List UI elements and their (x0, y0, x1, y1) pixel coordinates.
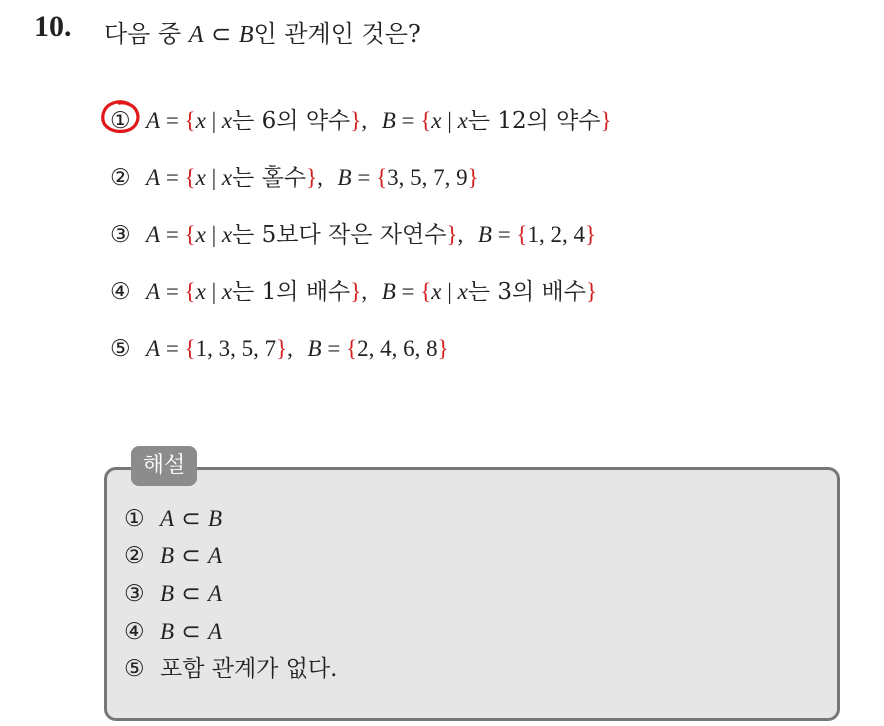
separator: , (457, 222, 464, 247)
solution-symbol: ⊂ (181, 506, 201, 531)
brace-open: { (516, 222, 528, 247)
choice-2-set-a: A (146, 165, 161, 190)
set-variable: x (195, 165, 206, 190)
solution-right: A (207, 543, 223, 568)
brace-close: } (437, 336, 449, 361)
separator: , (361, 279, 368, 304)
solution-mark: ④ (124, 619, 145, 645)
choice-3-set-a: A (146, 222, 161, 247)
set-variable: x (221, 279, 233, 304)
set-elements: 3, 5, 7, 9 (387, 165, 468, 190)
set-elements: 1, 2, 4 (527, 222, 585, 247)
solution-mark: ③ (124, 581, 145, 607)
set-bar: | (441, 108, 458, 133)
solution-line-3 (124, 576, 222, 612)
set-elements: 2, 4, 6, 8 (357, 336, 438, 361)
brace-close: } (350, 279, 362, 304)
equals-sign: = (491, 222, 517, 247)
brace-close: } (584, 222, 597, 247)
solution-line-4 (124, 614, 222, 650)
solution-left: A (160, 506, 175, 531)
solution-symbol: ⊂ (181, 581, 201, 606)
set-elements: 1, 3, 5, 7 (195, 336, 277, 361)
solution-right: A (207, 619, 223, 644)
set-condition: 는 6의 약수 (232, 108, 351, 134)
brace-open: { (184, 222, 196, 247)
brace-close: } (446, 222, 458, 247)
solution-left: B (160, 581, 175, 606)
question-set-a: A (188, 22, 204, 48)
choice-1-set-a: A (146, 108, 161, 133)
set-condition: 는 홀수 (232, 165, 307, 191)
solution-text: 포함 관계가 없다. (160, 656, 338, 682)
brace-close: } (467, 165, 479, 190)
brace-open: { (346, 336, 358, 361)
choice-4-mark: ④ (110, 279, 131, 305)
set-bar: | (205, 108, 222, 133)
choice-3-set-b: B (477, 222, 492, 247)
equals-sign: = (160, 108, 185, 133)
solution-line-1 (124, 501, 222, 537)
equals-sign: = (160, 279, 185, 304)
brace-open: { (184, 165, 196, 190)
choice-2-set-b: B (337, 165, 352, 190)
solution-mark: ⑤ (124, 656, 145, 682)
equals-sign: = (321, 336, 347, 361)
set-variable: x (221, 165, 233, 190)
set-condition: 는 12의 약수 (467, 108, 601, 134)
choice-5-set-b: B (307, 336, 322, 361)
separator: , (361, 108, 368, 133)
choice-4[interactable] (110, 272, 597, 312)
choice-4-set-a: A (146, 279, 161, 304)
brace-open: { (376, 165, 388, 190)
choice-5-set-a: A (146, 336, 161, 361)
choice-3-mark: ③ (110, 222, 131, 248)
equals-sign: = (160, 165, 185, 190)
solution-left: B (160, 543, 175, 568)
set-condition: 는 3의 배수 (467, 279, 586, 305)
choice-5[interactable] (110, 329, 449, 369)
solution-tag: 해설 (131, 446, 197, 486)
solution-symbol: ⊂ (181, 543, 201, 568)
set-variable: x (431, 279, 442, 304)
brace-close: } (585, 279, 598, 304)
equals-sign: = (351, 165, 377, 190)
brace-open: { (184, 336, 196, 361)
set-variable: x (195, 279, 206, 304)
brace-open: { (420, 279, 432, 304)
brace-close: } (350, 108, 362, 133)
set-variable: x (457, 108, 468, 133)
set-variable: x (431, 108, 442, 133)
choice-1[interactable] (110, 101, 612, 141)
question-subset-symbol: ⊂ (211, 22, 232, 48)
question-prefix: 다음 중 (104, 20, 189, 48)
equals-sign: = (160, 336, 185, 361)
choice-4-set-b: B (381, 279, 396, 304)
choice-2[interactable] (110, 158, 479, 198)
solution-line-2 (124, 538, 222, 574)
solution-right: A (207, 581, 223, 606)
choice-3[interactable] (110, 215, 596, 255)
set-bar: | (205, 279, 222, 304)
set-bar: | (441, 279, 458, 304)
solution-mark: ② (124, 543, 145, 569)
brace-close: } (600, 108, 612, 133)
choice-1-mark: ① (110, 108, 131, 134)
set-variable: x (195, 108, 206, 133)
question-suffix: 인 관계인 것은? (253, 20, 421, 48)
separator: , (317, 165, 323, 190)
solution-line-5 (124, 651, 337, 687)
question-number: 10. (34, 10, 72, 43)
set-condition: 는 1의 배수 (232, 279, 351, 305)
brace-open: { (184, 108, 196, 133)
solution-symbol: ⊂ (181, 619, 201, 644)
question-set-b: B (238, 22, 254, 48)
set-variable: x (221, 222, 233, 247)
set-bar: | (205, 222, 222, 247)
choice-1-set-b: B (381, 108, 396, 133)
set-bar: | (205, 165, 222, 190)
solution-mark: ① (124, 506, 145, 532)
equals-sign: = (395, 108, 421, 133)
solution-right: B (207, 506, 223, 531)
choice-2-mark: ② (110, 165, 131, 191)
equals-sign: = (160, 222, 185, 247)
set-variable: x (195, 222, 206, 247)
brace-open: { (420, 108, 432, 133)
set-variable: x (221, 108, 233, 133)
question-text (104, 14, 421, 49)
solution-left: B (160, 619, 175, 644)
set-variable: x (457, 279, 468, 304)
brace-close: } (306, 165, 318, 190)
equals-sign: = (395, 279, 421, 304)
separator: , (287, 336, 293, 361)
choice-5-mark: ⑤ (110, 336, 131, 362)
brace-open: { (184, 279, 196, 304)
brace-close: } (276, 336, 288, 361)
set-condition: 는 5보다 작은 자연수 (232, 222, 447, 248)
